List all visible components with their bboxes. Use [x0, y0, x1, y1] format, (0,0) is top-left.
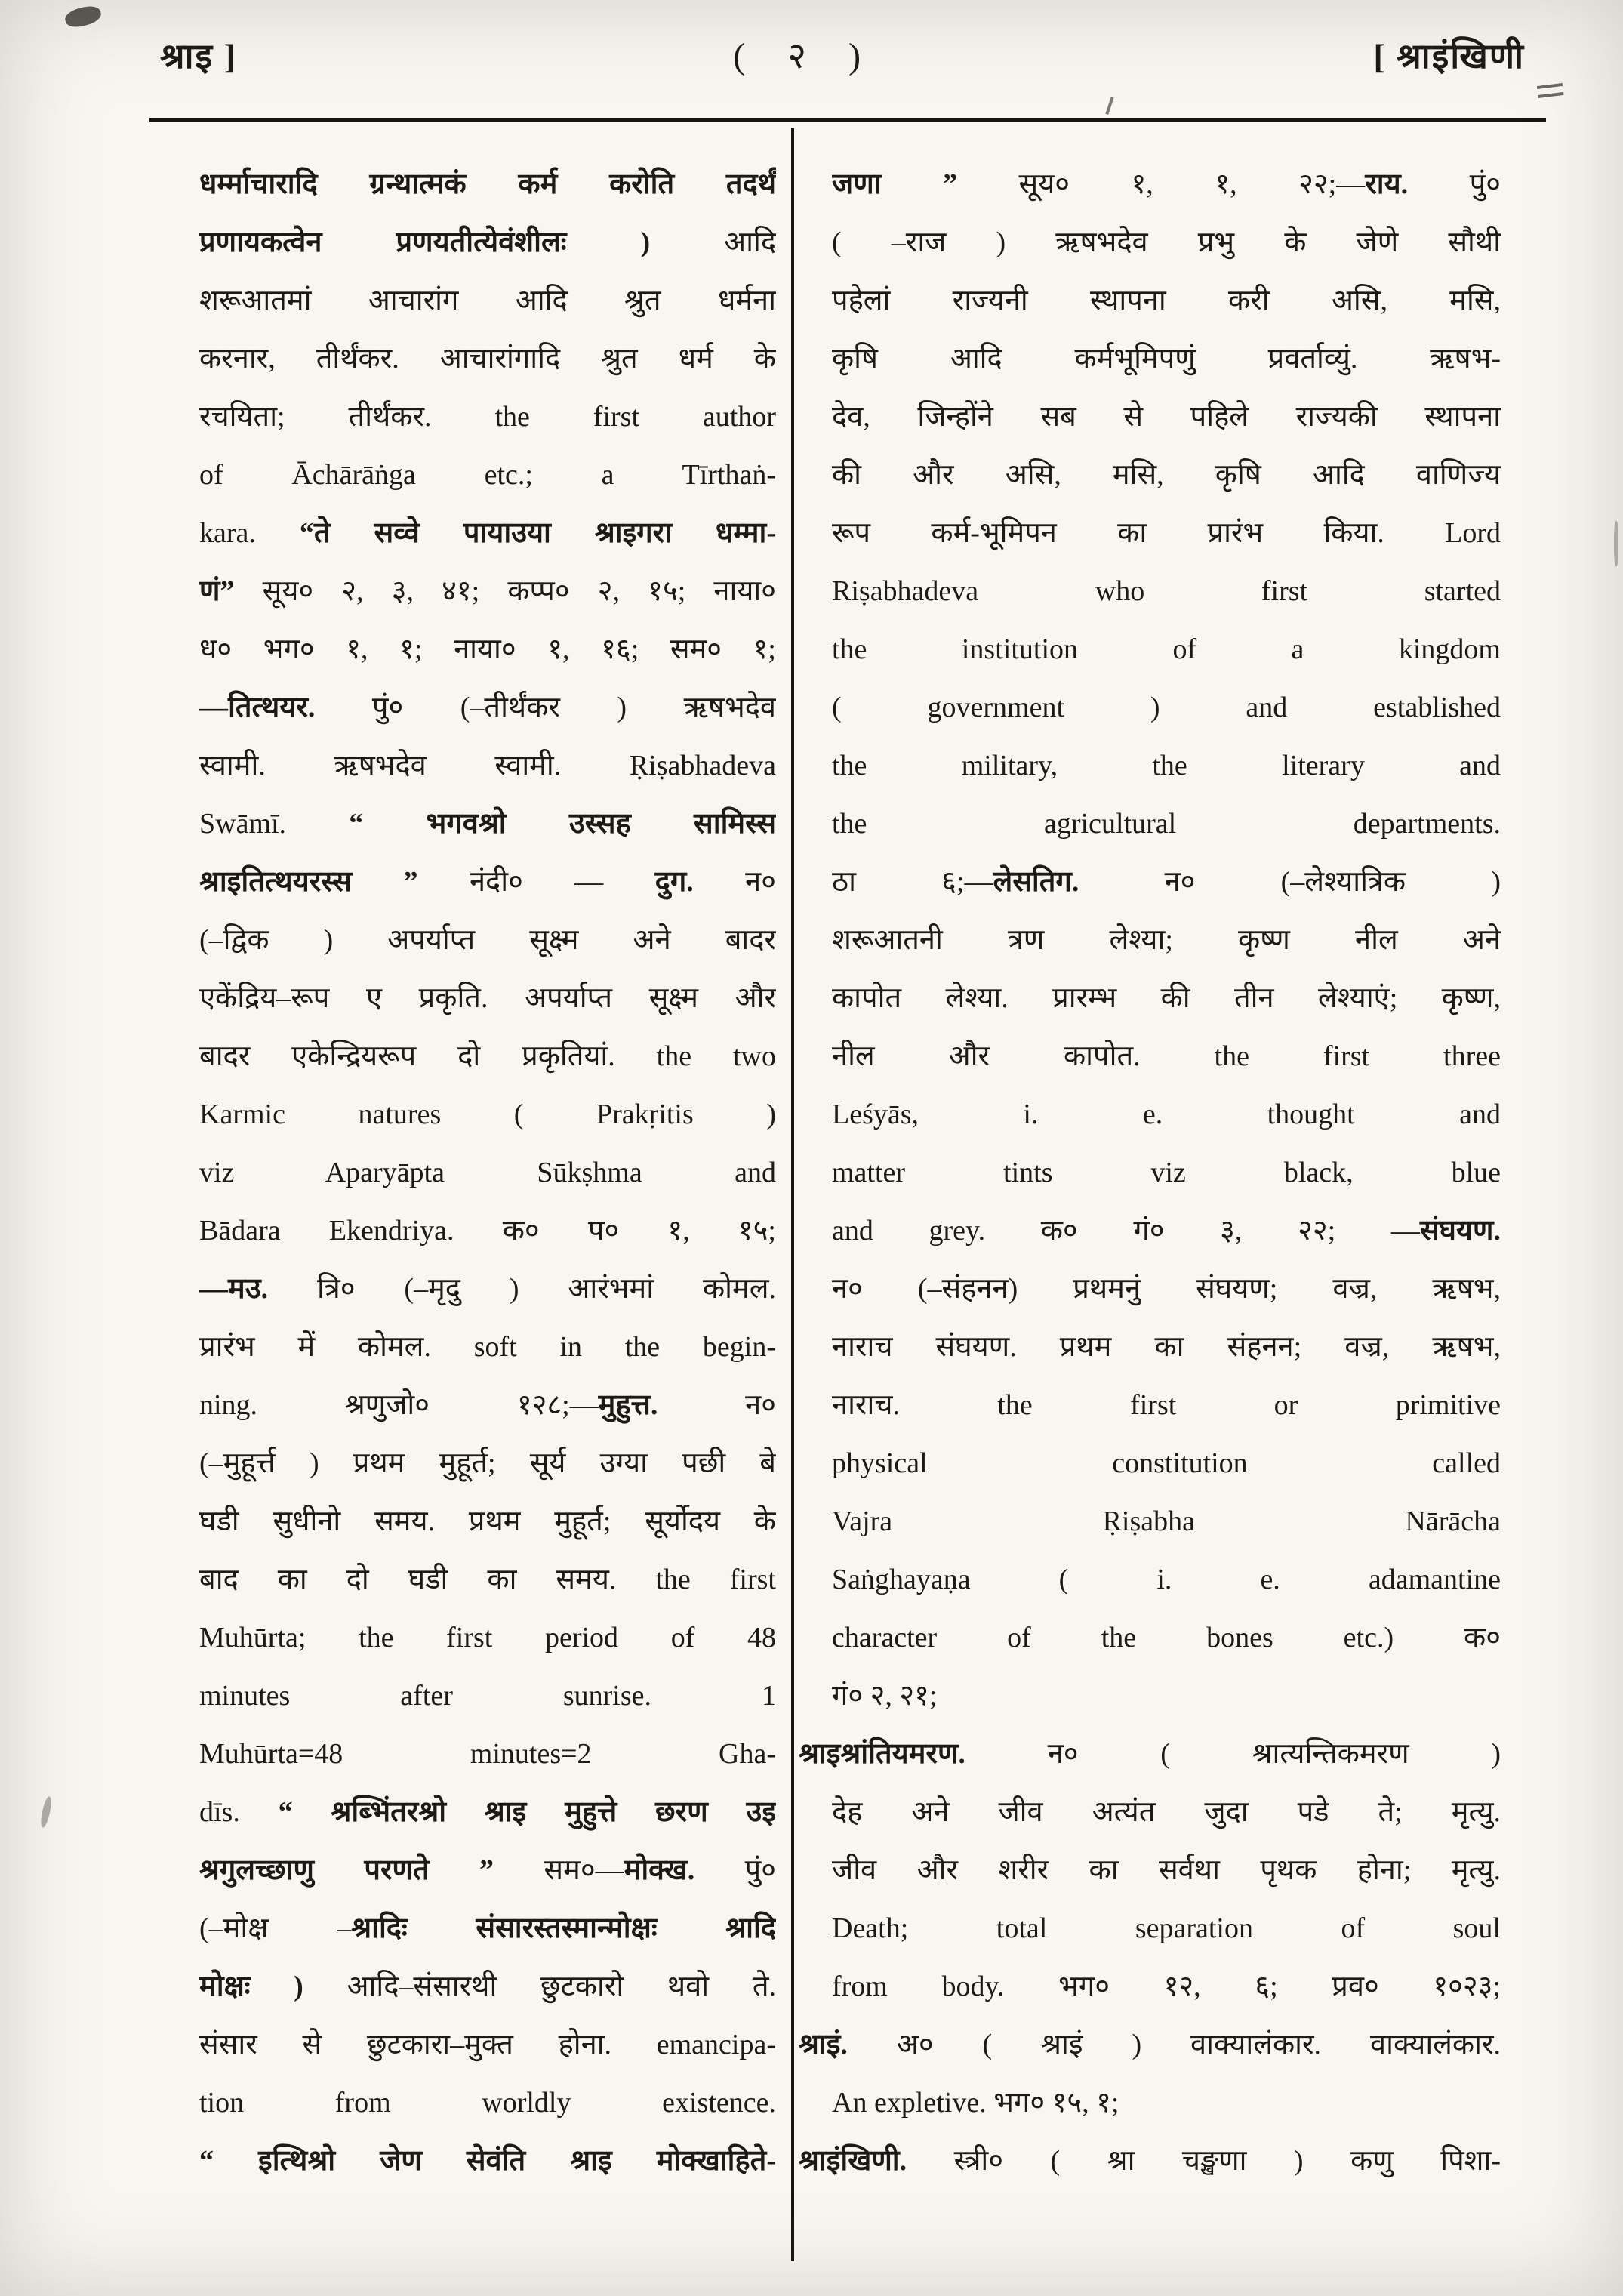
text-line: character of the bones etc.) क०	[832, 1622, 1501, 1653]
text-line: matter tints viz black, blue	[832, 1157, 1501, 1188]
text-line: Death; total separation of soul	[832, 1912, 1501, 1944]
text-line: पहेलां राज्यनी स्थापना करी असि, मसि,	[832, 285, 1501, 316]
text-line: the agricultural departments.	[832, 808, 1501, 840]
column-divider	[791, 128, 794, 2261]
text-line: कापोत लेश्या. प्रारम्भ की तीन लेश्याएं; कृष्ण,	[832, 982, 1501, 1014]
text-line: Vajra Ṛiṣabha Nārācha	[832, 1505, 1501, 1537]
text-line: physical constitution called	[832, 1447, 1501, 1479]
left-column	[199, 156, 776, 2190]
text-line: the institution of a kingdom	[832, 633, 1501, 665]
text-line: एकेंद्रिय–रूप ए प्रकृति. अपर्याप्त सूक्ष्म और	[199, 982, 776, 1014]
text-line: स्वामी. ऋषभदेव स्वामी. Ṛiṣabhadeva	[199, 750, 776, 781]
text-line: जणा ” सूय० १, १, २२;—राय. पुं०	[832, 168, 1501, 200]
text-line: ध० भग० १, १; नाया० १, १६; सम० १;	[199, 633, 776, 665]
text-line: ठा ६;—लेसतिग. न० (–लेश्यात्रिक )	[832, 866, 1501, 898]
scan-artifact	[1105, 97, 1113, 115]
text-line: the military, the literary and	[832, 750, 1501, 781]
text-line: की और असि, मसि, कृषि आदि वाणिज्य	[832, 459, 1501, 491]
text-line: “ इत्थिश्रो जेण सेवंति श्राइ मोक्खाहिते-	[199, 2145, 776, 2177]
text-line: kara. “ते सव्वे पायाउया श्राइगरा धम्मा-	[199, 517, 776, 549]
text-line: मोक्षः ) आदि–संसारथी छुटकारो थवो ते.	[199, 1971, 776, 2002]
scan-artifact	[63, 4, 103, 30]
text-line: प्रारंभ में कोमल. soft in the begin-	[199, 1331, 776, 1363]
text-line: Muhūrta=48 minutes=2 Gha-	[199, 1738, 776, 1770]
text-line: dīs. “ श्रब्भिंतरश्रो श्राइ मुहुत्ते छरण उइ	[199, 1796, 776, 1828]
catchword-left: श्राइ ]	[160, 37, 237, 76]
scan-artifact	[1537, 83, 1563, 89]
text-line: श्राइतित्थयरस्स ” नंदी० — दुग. न०	[199, 866, 776, 898]
text-line: ( government ) and established	[832, 692, 1501, 723]
text-line: नाराच संघयण. प्रथम का संहनन; वज्र, ऋषभ,	[832, 1331, 1501, 1363]
text-line: जीव और शरीर का सर्वथा पृथक होना; मृत्यु.	[832, 1854, 1501, 1886]
text-line: and grey. क० गं० ३, २२; —संघयण.	[832, 1215, 1501, 1247]
text-line: ( –राज ) ऋषभदेव प्रभु के जेणे सौथी	[832, 227, 1501, 258]
text-line: —तित्थयर. पुं० (–तीर्थंकर ) ऋषभदेव	[199, 692, 776, 723]
text-line: गं० २, २१;	[832, 1680, 938, 1712]
entry-headword-line: श्राइं. अ० ( श्राइं ) वाक्यालंकार. वाक्यालंकार.	[799, 2029, 1501, 2060]
text-line: णं” सूय० २, ३, ४१; कप्प० २, १५; नाया०	[199, 575, 776, 607]
text-line: करनार, तीर्थंकर. आचारांगादि श्रुत धर्म के	[199, 343, 776, 374]
text-line: नील और कापोत. the first three	[832, 1040, 1501, 1072]
text-line: (–मोक्ष –श्रादिः संसारस्तस्मान्मोक्षः श्रादि	[199, 1912, 776, 1944]
text-line: शरूआतनी त्रण लेश्या; कृष्ण नील अने	[832, 924, 1501, 956]
text-line: शरूआतमां आचारांग आदि श्रुत धर्मना	[199, 285, 776, 316]
text-line: Karmic natures ( Prakṛitis )	[199, 1099, 776, 1130]
text-line: रचयिता; तीर्थंकर. the first author	[199, 401, 776, 433]
text-line: प्रणायकत्वेन प्रणयतीत्येवंशीलः ) आदि	[199, 227, 776, 258]
text-line: Riṣabhadeva who first started	[832, 575, 1501, 607]
text-line: देह अने जीव अत्यंत जुदा पडे ते; मृत्यु.	[832, 1796, 1501, 1828]
text-line: घडी सुधीनो समय. प्रथम मुहूर्त; सूर्योदय के	[199, 1505, 776, 1537]
scan-artifact	[39, 1795, 54, 1828]
text-line: ning. श्रणुजो० १२८;—मुहुत्त. न०	[199, 1389, 776, 1421]
text-line: बाद का दो घडी का समय. the first	[199, 1564, 776, 1595]
text-line: Muhūrta; the first period of 48	[199, 1622, 776, 1653]
header-rule	[149, 118, 1546, 122]
text-line: Bādara Ekendriya. क० प० १, १५;	[199, 1215, 776, 1247]
text-line: minutes after sunrise. 1	[199, 1680, 776, 1712]
text-line: An expletive. भग० १५, १;	[832, 2087, 1119, 2119]
text-line: (–मुहूर्त्त ) प्रथम मुहूर्त; सूर्य उग्या पछी बे	[199, 1447, 776, 1479]
page-number: ( २ )	[733, 36, 878, 76]
text-line: Saṅghayaṇa ( i. e. adamantine	[832, 1564, 1501, 1595]
text-line: (–द्विक ) अपर्याप्त सूक्ष्म अने बादर	[199, 924, 776, 956]
text-line: धर्म्माचारादि ग्रन्थात्मकं कर्म करोति तदर्थं	[199, 168, 776, 200]
text-line: Swāmī. “ भगवश्रो उस्सह सामिस्स	[199, 808, 776, 840]
page-header	[160, 30, 1525, 79]
catchword-right: [ श्राइंखिणी	[1373, 37, 1525, 76]
text-line: बादर एकेन्द्रियरूप दो प्रकृतियां. the two	[199, 1040, 776, 1072]
text-line: नाराच. the first or primitive	[832, 1389, 1501, 1421]
text-line: —मउ. त्रि० (–मृदु ) आरंभमां कोमल.	[199, 1273, 776, 1305]
text-line: of Āchārāṅga etc.; a Tīrthaṅ-	[199, 459, 776, 491]
entry-headword-line: श्राइश्रांतियमरण. न० ( श्रात्यन्तिकमरण )	[799, 1738, 1501, 1770]
text-line: श्रगुलच्छाणु परणते ” सम०—मोक्ख. पुं०	[199, 1854, 776, 1886]
text-line: रूप कर्म-भूमिपन का प्रारंभ किया. Lord	[832, 517, 1501, 549]
text-line: कृषि आदि कर्मभूमिपणुं प्रवर्ताव्युं. ऋषभ-	[832, 343, 1501, 374]
text-line: न० (–संहनन) प्रथमनुं संघयण; वज्र, ऋषभ,	[832, 1273, 1501, 1305]
text-line: viz Aparyāpta Sūkṣhma and	[199, 1157, 776, 1188]
text-line: Leśyās, i. e. thought and	[832, 1099, 1501, 1130]
text-line: tion from worldly existence.	[199, 2087, 776, 2119]
text-line: देव, जिन्होंने सब से पहिले राज्यकी स्थापना	[832, 401, 1501, 433]
text-line: from body. भग० १२, ६; प्रव० १०२३;	[832, 1971, 1501, 2002]
scan-artifact	[1614, 521, 1618, 566]
right-column	[799, 156, 1501, 2190]
entry-headword-line: श्राइंखिणी. स्त्री० ( श्रा चङ्खणा ) कणु पिशा-	[799, 2145, 1501, 2177]
text-line: संसार से छुटकारा–मुक्त होना. emancipa-	[199, 2029, 776, 2060]
